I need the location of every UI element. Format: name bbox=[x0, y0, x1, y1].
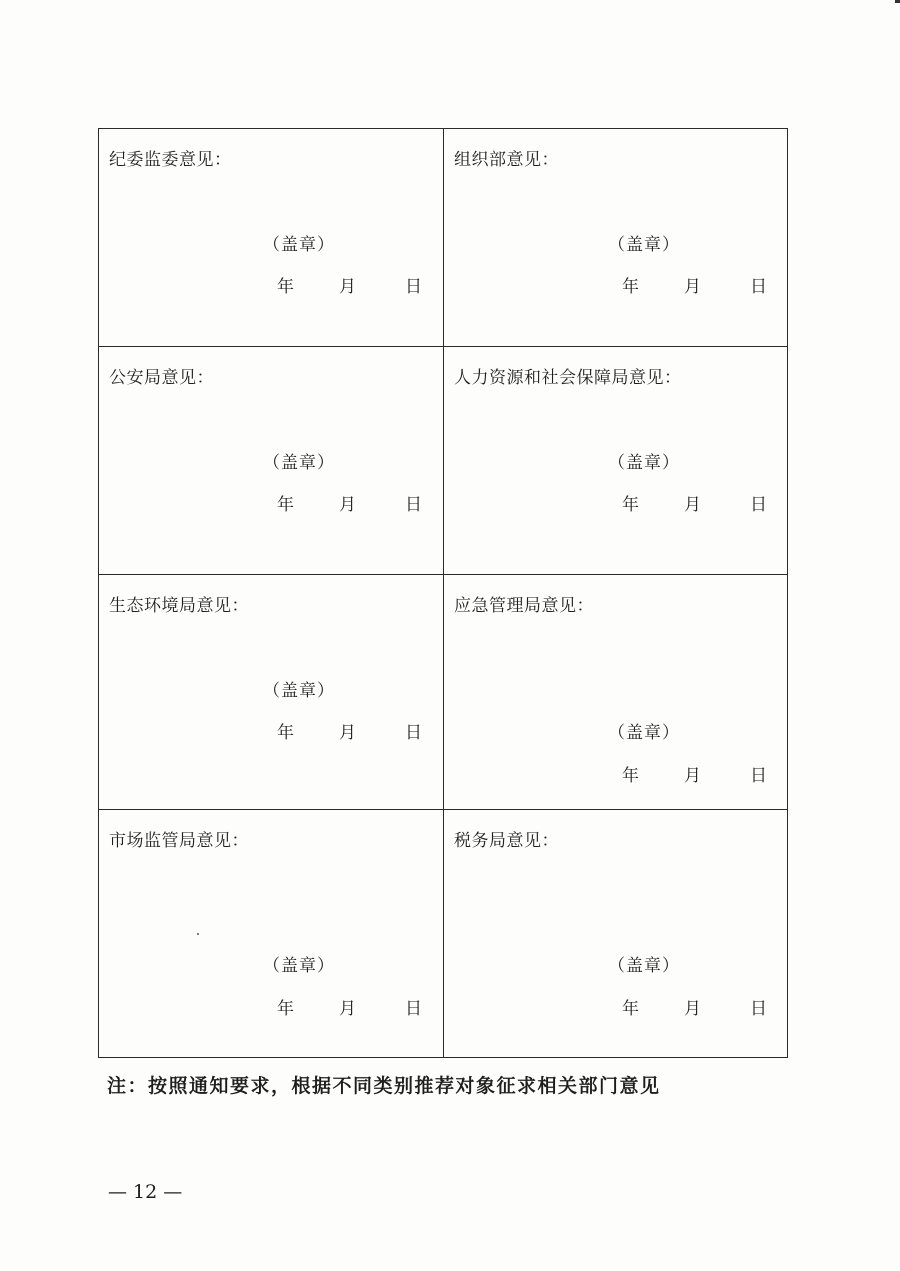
cell-label: 市场监管局意见： bbox=[109, 831, 249, 851]
organization-dept-cell bbox=[443, 129, 787, 346]
date-year: 年 bbox=[622, 999, 639, 1019]
table-row bbox=[99, 346, 787, 574]
seal-placeholder: （盖章） bbox=[263, 681, 335, 701]
footnote: 注：按照通知要求，根据不同类别推荐对象征求相关部门意见 bbox=[107, 1075, 661, 1097]
date-year: 年 bbox=[622, 495, 639, 515]
seal-placeholder: （盖章） bbox=[608, 453, 680, 473]
date-day: 日 bbox=[405, 277, 422, 297]
department-opinion-table bbox=[98, 128, 788, 1058]
cell-label: 组织部意见： bbox=[454, 150, 559, 170]
cell-label: 应急管理局意见： bbox=[454, 596, 594, 616]
seal-placeholder: （盖章） bbox=[263, 956, 335, 976]
human-resources-cell bbox=[443, 347, 787, 574]
market-regulation-cell bbox=[99, 810, 443, 1057]
date-day: 日 bbox=[750, 495, 767, 515]
table-row bbox=[99, 129, 787, 346]
date-day: 日 bbox=[405, 723, 422, 743]
table-row bbox=[99, 574, 787, 809]
date-day: 日 bbox=[750, 766, 767, 786]
date-month: 月 bbox=[339, 277, 356, 297]
date-day: 日 bbox=[750, 277, 767, 297]
date-month: 月 bbox=[684, 999, 701, 1019]
scan-speck bbox=[197, 933, 199, 935]
emergency-management-cell bbox=[443, 575, 787, 809]
taxation-cell bbox=[443, 810, 787, 1057]
date-month: 月 bbox=[339, 723, 356, 743]
date-year: 年 bbox=[277, 723, 294, 743]
public-security-cell bbox=[99, 347, 443, 574]
seal-placeholder: （盖章） bbox=[608, 956, 680, 976]
date-month: 月 bbox=[684, 495, 701, 515]
table-row bbox=[99, 809, 787, 1057]
cell-label: 人力资源和社会保障局意见： bbox=[454, 368, 682, 388]
cell-label: 公安局意见： bbox=[109, 368, 214, 388]
scan-edge-mark bbox=[895, 0, 900, 3]
seal-placeholder: （盖章） bbox=[263, 235, 335, 255]
date-year: 年 bbox=[277, 277, 294, 297]
cell-label: 纪委监委意见： bbox=[109, 150, 232, 170]
date-day: 日 bbox=[750, 999, 767, 1019]
seal-placeholder: （盖章） bbox=[608, 235, 680, 255]
date-year: 年 bbox=[277, 999, 294, 1019]
date-year: 年 bbox=[277, 495, 294, 515]
page-number: — 12 — bbox=[108, 1181, 183, 1203]
date-year: 年 bbox=[622, 766, 639, 786]
discipline-inspection-cell bbox=[99, 129, 443, 346]
date-month: 月 bbox=[339, 495, 356, 515]
date-day: 日 bbox=[405, 495, 422, 515]
cell-label: 生态环境局意见： bbox=[109, 596, 249, 616]
seal-placeholder: （盖章） bbox=[608, 723, 680, 743]
date-day: 日 bbox=[405, 999, 422, 1019]
date-year: 年 bbox=[622, 277, 639, 297]
date-month: 月 bbox=[684, 766, 701, 786]
date-month: 月 bbox=[339, 999, 356, 1019]
date-month: 月 bbox=[684, 277, 701, 297]
cell-label: 税务局意见： bbox=[454, 831, 559, 851]
ecology-environment-cell bbox=[99, 575, 443, 809]
seal-placeholder: （盖章） bbox=[263, 453, 335, 473]
